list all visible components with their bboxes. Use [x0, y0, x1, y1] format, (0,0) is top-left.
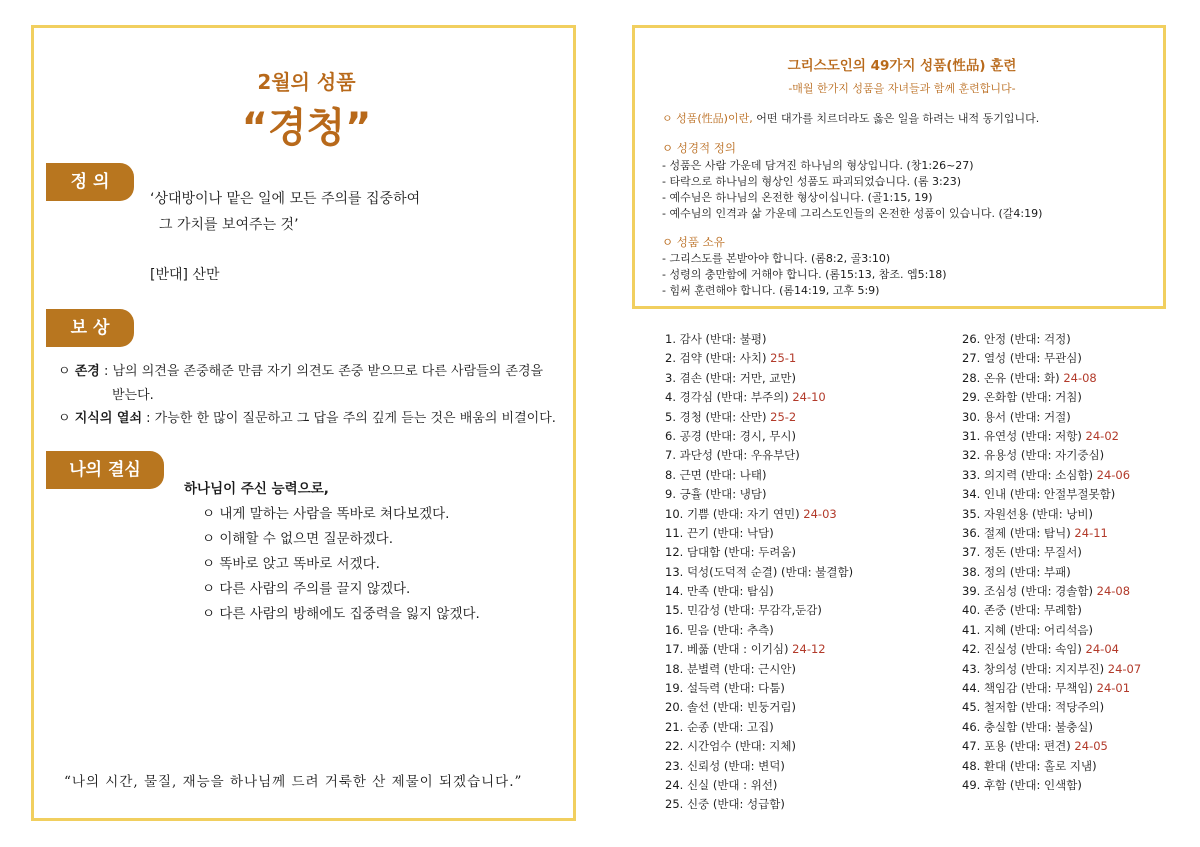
- virtue-number: 38.: [962, 564, 981, 579]
- virtue-number: 3.: [665, 370, 676, 385]
- virtue-number: 13.: [665, 564, 684, 579]
- virtue-month-code: 24-01: [1092, 681, 1131, 696]
- virtue-number: 15.: [665, 603, 684, 618]
- virtue-list-item: [665, 640, 853, 659]
- virtue-list-item: [665, 718, 853, 737]
- virtue-number: 5.: [665, 409, 676, 424]
- virtue-opposite: (반대: 불결함): [777, 564, 854, 579]
- virtue-list-item: [962, 621, 1141, 640]
- virtue-opposite: (반대: 속임): [1017, 642, 1082, 657]
- virtue-opposite: (반대: 거만, 교만): [701, 370, 796, 385]
- virtue-number: 42.: [962, 642, 981, 657]
- virtue-name: 포용: [983, 739, 1007, 754]
- virtue-opposite: (반대: 불평): [701, 332, 767, 346]
- virtue-name: 베풂: [686, 642, 710, 657]
- reward-item-respect: [58, 360, 543, 379]
- virtue-opposite: (반대: 고집): [709, 719, 774, 734]
- virtue-name: 믿음: [686, 622, 710, 637]
- biblical-definition-head: ㅇ 성경적 정의: [662, 141, 736, 155]
- biblical-line: - 타락으로 하나님의 형상인 성품도 파괴되었습니다. (롬 3:23): [662, 175, 961, 188]
- virtue-number: 4.: [665, 390, 676, 405]
- virtue-number: 43.: [962, 661, 981, 676]
- virtue-list-item: [962, 698, 1141, 717]
- virtue-number: 39.: [962, 584, 981, 599]
- reward-1-mark: ㅇ: [58, 364, 71, 379]
- virtue-list-item: [962, 388, 1141, 407]
- virtue-name: 존중: [983, 603, 1007, 618]
- virtue-number: 30.: [962, 409, 981, 424]
- virtue-name: 검약: [679, 351, 702, 366]
- virtue-list-item: [962, 601, 1141, 620]
- reward-2-text: : 가능한 한 많이 질문하고 그 답을 주의 깊게 듣는 것은 배움의 비결이다.: [142, 411, 556, 426]
- virtue-opposite: (반대: 무례함): [1006, 603, 1082, 618]
- virtue-name: 유용성: [983, 448, 1018, 463]
- virtue-number: 1.: [665, 332, 676, 346]
- virtue-name: 겸손: [679, 370, 702, 385]
- virtue-opposite: (반대: 자기중심): [1017, 448, 1105, 463]
- virtue-number: 25.: [665, 797, 684, 812]
- resolution-item: ㅇ 다른 사람의 주의를 끌지 않겠다.: [202, 581, 411, 597]
- virtue-opposite: (반대 : 이기심): [709, 642, 789, 657]
- virtue-number: 32.: [962, 448, 981, 463]
- virtue-title: “경청”: [241, 105, 372, 151]
- virtue-opposite: (반대: 우유부단): [712, 448, 800, 463]
- virtue-opposite: (반대: 추측): [709, 622, 774, 637]
- virtue-number: 6.: [665, 428, 676, 443]
- virtue-opposite: (반대 : 위선): [709, 777, 778, 792]
- virtue-name: 절제: [983, 525, 1007, 540]
- virtue-number: 27.: [962, 351, 981, 366]
- virtue-name: 경각심: [679, 390, 713, 405]
- virtue-number: 37.: [962, 545, 981, 560]
- virtue-name: 덕성(도덕적 순결): [686, 564, 778, 579]
- virtue-name: 경청: [679, 409, 702, 424]
- virtue-number: 36.: [962, 525, 981, 540]
- virtue-number: 19.: [665, 681, 684, 696]
- virtue-list-item: [665, 776, 853, 795]
- virtue-opposite: (반대: 사치): [701, 351, 767, 366]
- virtue-list-item: [962, 660, 1141, 679]
- virtue-name: 철저함: [983, 700, 1018, 715]
- virtue-name: 만족: [686, 584, 710, 599]
- possession-line: - 성령의 충만함에 거해야 합니다. (롬15:13, 참조. 엡5:18): [662, 268, 947, 281]
- virtue-number: 46.: [962, 719, 981, 734]
- virtue-list-item: [962, 737, 1141, 756]
- character-definition-head: ㅇ 성품(性品)이란,: [662, 112, 753, 125]
- character-definition: [662, 110, 1039, 126]
- virtue-month-code: 24-12: [788, 642, 826, 657]
- virtue-number: 18.: [665, 661, 684, 676]
- virtue-list-item: [665, 563, 853, 582]
- virtue-opposite: (반대: 거침): [1017, 390, 1082, 405]
- virtue-number: 7.: [665, 448, 676, 463]
- virtue-name: 지혜: [983, 622, 1007, 637]
- virtue-list-item: [962, 466, 1141, 485]
- character-training-box: [632, 25, 1166, 309]
- reward-tag: 보 상: [46, 309, 134, 347]
- virtue-number: 47.: [962, 739, 981, 754]
- virtue-name: 감사: [679, 332, 702, 346]
- virtue-name: 신실: [686, 777, 710, 792]
- virtue-name: 진실성: [983, 642, 1018, 657]
- virtue-opposite: (반대: 적당주의): [1017, 700, 1105, 715]
- virtue-month-code: 24-06: [1092, 467, 1131, 482]
- virtue-list-item: [962, 563, 1141, 582]
- virtue-list-item: [665, 349, 853, 368]
- virtue-list-item: [665, 388, 853, 407]
- virtue-name: 끈기: [686, 525, 710, 540]
- virtue-list-item: [962, 582, 1141, 601]
- virtue-list-item: [962, 505, 1141, 524]
- virtue-opposite: (반대: 화): [1006, 370, 1060, 385]
- virtue-list-item: [962, 776, 1141, 795]
- reward-1-text: : 남의 의견을 존중해준 만큼 자기 의견도 존중 받으므로 다른 사람들의 존경을: [99, 364, 544, 379]
- virtue-month-code: 24-05: [1070, 739, 1108, 754]
- resolution-tag: 나의 결심: [46, 451, 164, 489]
- virtue-list-item: [665, 505, 853, 524]
- virtue-name: 온유: [983, 370, 1007, 385]
- virtue-number: 31.: [962, 428, 981, 443]
- virtue-number: 23.: [665, 758, 684, 773]
- virtue-name: 열성: [983, 351, 1007, 366]
- virtue-list-item: [962, 427, 1141, 446]
- virtue-number: 34.: [962, 487, 981, 502]
- virtue-name: 인내: [983, 487, 1007, 502]
- left-page-panel: [31, 25, 576, 821]
- month-title: 2월의 성품: [257, 70, 356, 94]
- virtue-name: 정돈: [983, 545, 1007, 560]
- virtue-month-code: 25-2: [766, 409, 797, 424]
- training-subtitle: -매월 한가지 성품을 자녀들과 함께 훈련합니다-: [788, 82, 1016, 95]
- reward-2-mark: ㅇ: [58, 411, 71, 426]
- virtue-list-item: [962, 640, 1141, 659]
- virtue-list-column-1: [665, 330, 853, 815]
- virtue-opposite: (반대: 경시, 무시): [701, 428, 796, 443]
- virtue-opposite: (반대: 냉담): [701, 487, 767, 502]
- virtue-list-item: [665, 369, 853, 388]
- virtue-name: 공경: [679, 428, 702, 443]
- virtue-list-item: [962, 349, 1141, 368]
- virtue-month-code: 24-04: [1081, 642, 1119, 657]
- virtue-list-item: [665, 543, 853, 562]
- virtue-opposite: (반대: 낭비): [1028, 506, 1093, 521]
- virtue-month-code: 24-08: [1092, 584, 1131, 599]
- virtue-list-item: [962, 330, 1141, 349]
- virtue-number: 21.: [665, 719, 684, 734]
- virtue-number: 16.: [665, 622, 684, 637]
- virtue-list-item: [665, 408, 853, 427]
- virtue-list-item: [665, 446, 853, 465]
- possession-line: - 힘써 훈련해야 합니다. (롬14:19, 고후 5:9): [662, 284, 880, 297]
- training-title: 그리스도인의 49가지 성품(性品) 훈련: [787, 58, 1017, 74]
- possession-line: - 그리스도를 본받아야 합니다. (롬8:2, 골3:10): [662, 252, 891, 265]
- virtue-list-item: [962, 408, 1141, 427]
- virtue-name: 순종: [686, 719, 710, 734]
- virtue-opposite: (반대: 소심함): [1017, 467, 1093, 482]
- virtue-name: 후함: [983, 777, 1007, 792]
- virtue-opposite: (반대: 불충실): [1017, 719, 1093, 734]
- virtue-opposite: (반대: 두려움): [720, 545, 796, 560]
- resolution-item: ㅇ 이해할 수 없으면 질문하겠다.: [202, 531, 393, 547]
- virtue-number: 14.: [665, 584, 684, 599]
- virtue-opposite: (반대: 지체): [731, 739, 796, 754]
- virtue-opposite: (반대: 거절): [1006, 409, 1071, 424]
- virtue-name: 담대함: [686, 545, 721, 560]
- virtue-opposite: (반대: 무관심): [1006, 351, 1082, 366]
- virtue-name: 신중: [686, 797, 710, 812]
- virtue-number: 44.: [962, 681, 981, 696]
- virtue-name: 근면: [679, 467, 702, 482]
- virtue-number: 33.: [962, 467, 981, 482]
- virtue-list-item: [665, 582, 853, 601]
- virtue-number: 26.: [962, 332, 981, 346]
- virtue-opposite: (반대: 안절부절못함): [1006, 487, 1116, 502]
- virtue-opposite: (반대: 산만): [701, 409, 767, 424]
- virtue-list-column-2: [962, 330, 1141, 795]
- virtue-number: 48.: [962, 758, 981, 773]
- virtue-list-item: [665, 601, 853, 620]
- virtue-list-item: [665, 698, 853, 717]
- virtue-opposite: (반대: 걱정): [1006, 332, 1071, 346]
- virtue-number: 20.: [665, 700, 684, 715]
- virtue-list-item: [665, 679, 853, 698]
- virtue-number: 9.: [665, 487, 676, 502]
- virtue-month-code: 24-11: [1070, 525, 1108, 540]
- character-definition-text: 어떤 대가를 치르더라도 옳은 일을 하려는 내적 동기입니다.: [752, 112, 1040, 125]
- definition-line-1: ‘상대방이나 맡은 일에 모든 주의를 집중하여: [150, 191, 421, 207]
- reward-1-key: 존경: [74, 364, 100, 379]
- virtue-opposite: (반대: 부패): [1006, 564, 1071, 579]
- virtue-name: 용서: [983, 409, 1007, 424]
- virtue-number: 41.: [962, 622, 981, 637]
- virtue-list-item: [962, 485, 1141, 504]
- virtue-list-item: [962, 446, 1141, 465]
- virtue-name: 창의성: [983, 661, 1018, 676]
- virtue-opposite: (반대: 부주의): [712, 390, 789, 405]
- virtue-name: 유연성: [983, 428, 1018, 443]
- biblical-line: - 예수님의 인격과 삶 가운데 그리스도인들의 온전한 성품이 있습니다. (갈4:19): [662, 207, 1043, 220]
- opposite-text: [반대] 산만: [150, 267, 220, 283]
- biblical-line: - 예수님은 하나님의 온전한 형상이십니다. (골1:15, 19): [662, 191, 933, 204]
- virtue-name: 긍휼: [679, 487, 702, 502]
- possession-head: ㅇ 성품 소유: [662, 235, 725, 249]
- virtue-number: 22.: [665, 739, 684, 754]
- virtue-opposite: (반대: 성급함): [709, 797, 785, 812]
- resolution-item: ㅇ 다른 사람의 방해에도 집중력을 잃지 않겠다.: [202, 606, 480, 622]
- virtue-number: 10.: [665, 506, 684, 521]
- virtue-opposite: (반대: 빈둥거림): [709, 700, 796, 715]
- virtue-opposite: (반대: 다툼): [720, 681, 785, 696]
- virtue-number: 12.: [665, 545, 684, 560]
- virtue-number: 29.: [962, 390, 981, 405]
- virtue-opposite: (반대: 편견): [1006, 739, 1071, 754]
- virtue-name: 과단성: [679, 448, 713, 463]
- virtue-name: 분별력: [686, 661, 721, 676]
- virtue-list-item: [665, 621, 853, 640]
- reward-item-knowledge: [58, 407, 556, 426]
- virtue-name: 기쁨: [686, 506, 710, 521]
- virtue-name: 조심성: [983, 584, 1018, 599]
- virtue-number: 40.: [962, 603, 981, 618]
- virtue-opposite: (반대: 무책임): [1017, 681, 1093, 696]
- virtue-list-item: [665, 737, 853, 756]
- virtue-opposite: (반대: 홀로 지냄): [1006, 758, 1097, 773]
- virtue-name: 자원선용: [983, 506, 1029, 521]
- virtue-list-item: [665, 427, 853, 446]
- virtue-number: 2.: [665, 351, 676, 366]
- virtue-number: 49.: [962, 777, 981, 792]
- virtue-name: 의지력: [983, 467, 1018, 482]
- virtue-list-item: [962, 543, 1141, 562]
- virtue-opposite: (반대: 무질서): [1006, 545, 1082, 560]
- virtue-name: 환대: [983, 758, 1007, 773]
- virtue-list-item: [962, 718, 1141, 737]
- virtue-list-item: [665, 485, 853, 504]
- virtue-list-item: [665, 757, 853, 776]
- resolution-intro: 하나님이 주신 능력으로,: [184, 481, 329, 497]
- virtue-name: 충실함: [983, 719, 1018, 734]
- virtue-name: 신뢰성: [686, 758, 721, 773]
- virtue-number: 35.: [962, 506, 981, 521]
- virtue-list-item: [962, 524, 1141, 543]
- biblical-line: - 성품은 사람 가운데 담겨진 하나님의 형상입니다. (창1:26~27): [662, 159, 974, 172]
- virtue-number: 28.: [962, 370, 981, 385]
- virtue-name: 정의: [983, 564, 1007, 579]
- virtue-opposite: (반대: 인색함): [1006, 777, 1082, 792]
- virtue-list-item: [665, 466, 853, 485]
- virtue-list-item: [962, 369, 1141, 388]
- virtue-name: 온화함: [983, 390, 1018, 405]
- virtue-name: 설득력: [686, 681, 721, 696]
- virtue-list-item: [665, 795, 853, 814]
- resolution-item: ㅇ 똑바로 앉고 똑바로 서겠다.: [202, 556, 380, 572]
- virtue-month-code: 24-07: [1104, 661, 1142, 676]
- virtue-opposite: (반대: 변덕): [720, 758, 785, 773]
- virtue-opposite: (반대: 근시안): [720, 661, 796, 676]
- reward-2-key: 지식의 열쇠: [74, 411, 143, 426]
- virtue-month-code: 24-08: [1059, 370, 1097, 385]
- footer-pledge: “나의 시간, 물질, 재능을 하나님께 드려 거룩한 산 제물이 되겠습니다.”: [64, 774, 523, 790]
- virtue-opposite: (반대: 탐심): [709, 584, 774, 599]
- virtue-opposite: (반대: 지지부진): [1017, 661, 1105, 676]
- virtue-month-code: 25-1: [766, 351, 797, 366]
- virtue-list-item: [665, 660, 853, 679]
- virtue-month-code: 24-03: [799, 506, 837, 521]
- virtue-list-item: [665, 524, 853, 543]
- virtue-opposite: (반대: 탐닉): [1006, 525, 1071, 540]
- virtue-opposite: (반대: 자기 연민): [709, 506, 800, 521]
- virtue-name: 시간엄수: [686, 739, 732, 754]
- resolution-item: ㅇ 내게 말하는 사람을 똑바로 쳐다보겠다.: [202, 506, 450, 522]
- virtue-month-code: 24-02: [1081, 428, 1119, 443]
- reward-1-continued: 받는다.: [112, 388, 154, 403]
- virtue-name: 안정: [983, 332, 1007, 346]
- virtue-opposite: (반대: 경솔함): [1017, 584, 1093, 599]
- virtue-list-item: [962, 757, 1141, 776]
- virtue-opposite: (반대: 저항): [1017, 428, 1082, 443]
- virtue-name: 책임감: [983, 681, 1018, 696]
- virtue-list-item: [962, 679, 1141, 698]
- virtue-opposite: (반대: 어리석음): [1006, 622, 1093, 637]
- virtue-number: 11.: [665, 525, 684, 540]
- definition-tag: 정 의: [46, 163, 134, 201]
- virtue-number: 24.: [665, 777, 684, 792]
- definition-line-2: 그 가치를 보여주는 것’: [159, 217, 299, 233]
- virtue-number: 8.: [665, 467, 676, 482]
- virtue-name: 민감성: [686, 603, 721, 618]
- virtue-list-item: [665, 330, 853, 349]
- virtue-opposite: (반대: 나태): [701, 467, 767, 482]
- virtue-month-code: 24-10: [788, 390, 826, 405]
- virtue-number: 17.: [665, 642, 684, 657]
- virtue-opposite: (반대: 낙담): [709, 525, 774, 540]
- virtue-number: 45.: [962, 700, 981, 715]
- virtue-opposite: (반대: 무감각,둔감): [720, 603, 822, 618]
- virtue-name: 솔선: [686, 700, 710, 715]
